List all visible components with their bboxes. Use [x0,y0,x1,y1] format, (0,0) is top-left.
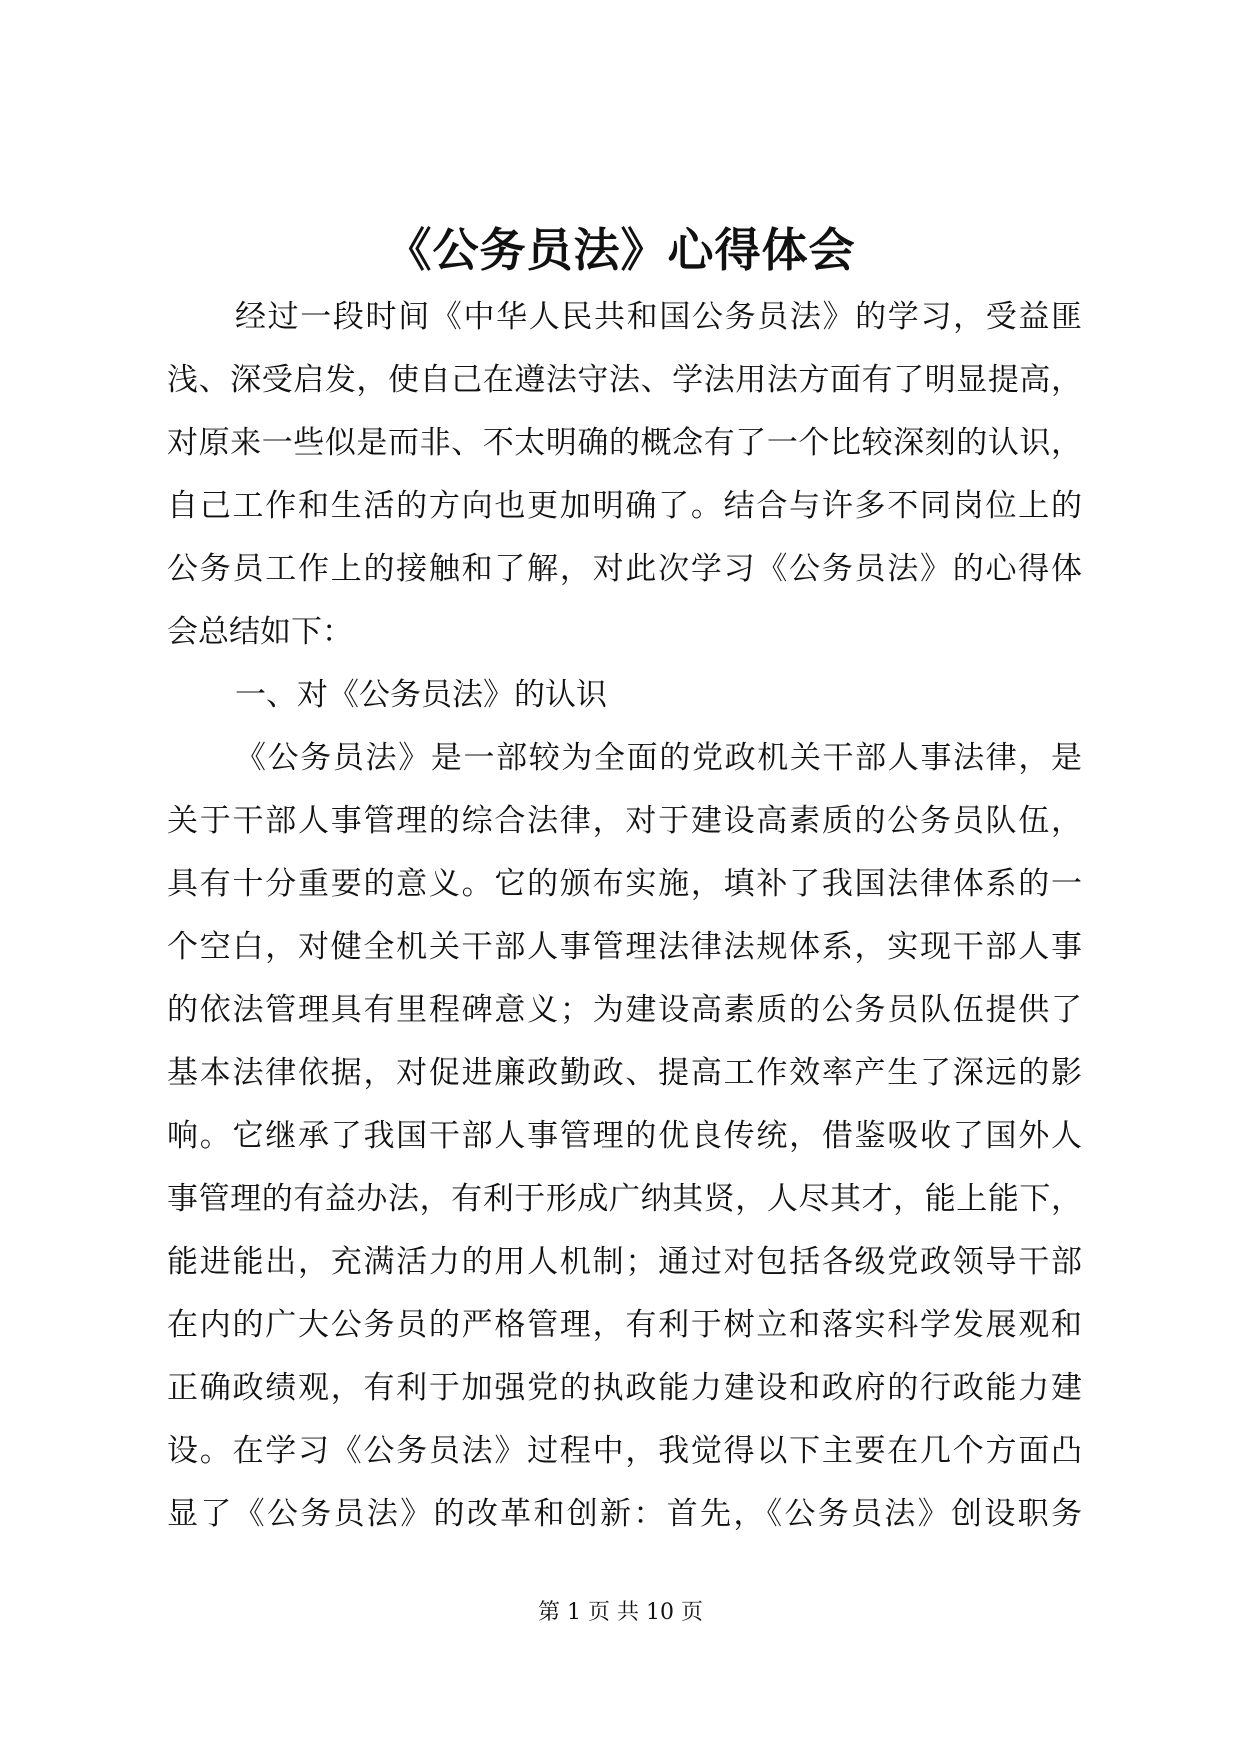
paragraph-line: 公务员工作上的接触和了解，对此次学习《公务员法》的心得体 [167,551,1082,587]
paragraph-line: 对原来一些似是而非、不太明确的概念有了一个比较深刻的认识， [167,425,1082,461]
paragraph-line: 自己工作和生活的方向也更加明确了。结合与许多不同岗位上的 [167,488,1082,524]
section-heading: 一、对《公务员法》的认识 [235,677,607,713]
paragraph-line: 具有十分重要的意义。它的颁布实施，填补了我国法律体系的一 [167,866,1082,902]
paragraph-line: 会总结如下： [167,614,353,650]
document-title: 《公务员法》心得体会 [385,223,856,277]
paragraph-line: 浅、深受启发，使自己在遵法守法、学法用法方面有了明显提高， [167,362,1082,398]
paragraph-line: 显了《公务员法》的改革和创新：首先，《公务员法》创设职务 [167,1496,1082,1532]
paragraph-line: 关于干部人事管理的综合法律，对于建设高素质的公务员队伍， [167,803,1082,839]
page-number-footer: 第 1 页 共 10 页 [538,1600,703,1625]
paragraph-line: 设。在学习《公务员法》过程中，我觉得以下主要在几个方面凸 [167,1433,1082,1469]
paragraph-line: 正确政绩观，有利于加强党的执政能力建设和政府的行政能力建 [167,1370,1082,1406]
paragraph-line: 在内的广大公务员的严格管理，有利于树立和落实科学发展观和 [167,1307,1082,1343]
paragraph-line: 响。它继承了我国干部人事管理的优良传统，借鉴吸收了国外人 [167,1118,1082,1154]
document-body [167,286,1082,1546]
paragraph-line: 能进能出，充满活力的用人机制；通过对包括各级党政领导干部 [167,1244,1082,1280]
paragraph-line: 事管理的有益办法，有利于形成广纳其贤，人尽其才，能上能下， [167,1181,1082,1217]
paragraph-line: 的依法管理具有里程碑意义；为建设高素质的公务员队伍提供了 [167,992,1082,1028]
paragraph-line: 经过一段时间《中华人民共和国公务员法》的学习，受益匪 [235,299,1082,335]
paragraph-line: 个空白，对健全机关干部人事管理法律法规体系，实现干部人事 [167,929,1082,965]
paragraph-line: 《公务员法》是一部较为全面的党政机关干部人事法律，是 [235,740,1082,776]
paragraph-line: 基本法律依据，对促进廉政勤政、提高工作效率产生了深远的影 [167,1055,1082,1091]
